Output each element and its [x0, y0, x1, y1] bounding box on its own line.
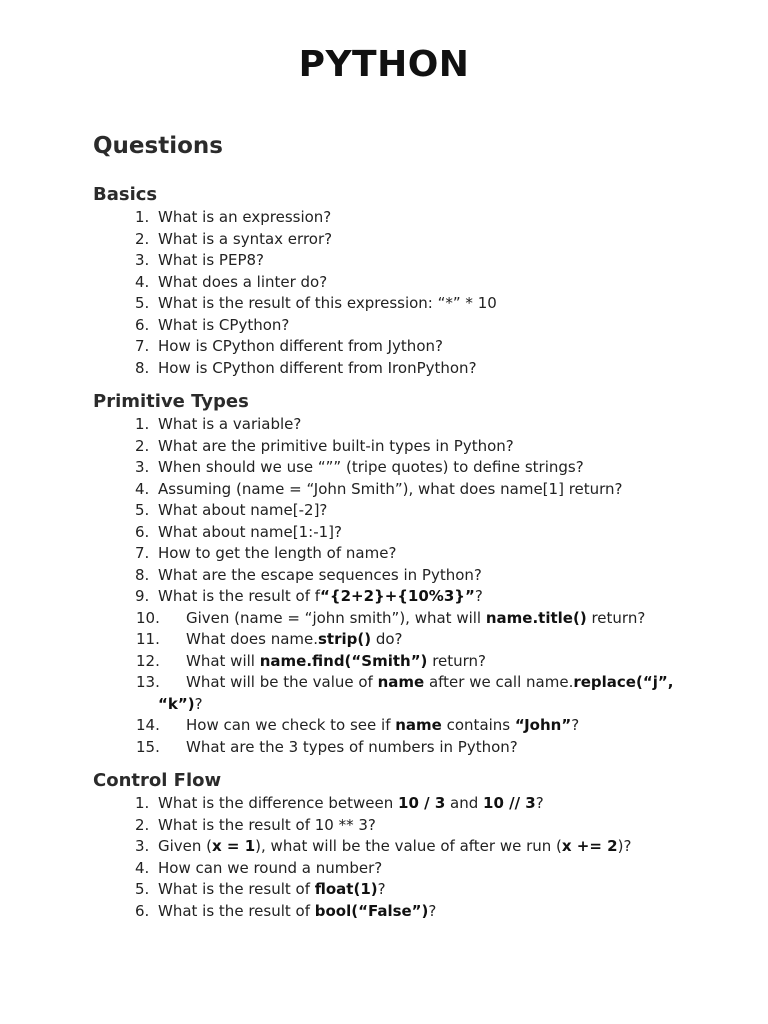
item-text: Assuming (name = “John Smith”), what does name[1] return? — [158, 479, 623, 498]
item-number: 3. — [135, 251, 150, 269]
item-text: What is CPython? — [158, 315, 290, 334]
item-number: 1. — [135, 794, 150, 812]
item-number: 7. — [135, 337, 150, 355]
item-number: 8. — [135, 358, 150, 377]
item-number: 9. — [135, 587, 150, 605]
item-text: What does name.strip() do? — [186, 630, 403, 648]
item-text: What will be the value of name after we call name.replace(“j”, — [186, 673, 674, 691]
item-text-continuation: “k”)? — [158, 694, 203, 713]
item-number: 2. — [135, 815, 150, 834]
item-number: 3. — [135, 458, 150, 476]
item-text: How can we round a number? — [158, 858, 383, 877]
item-number: 11. — [136, 630, 160, 648]
item-number: 8. — [135, 565, 150, 584]
questions-heading: Questions — [93, 133, 223, 159]
item-text: Given (name = “john smith”), what will name.title() return? — [186, 608, 646, 627]
item-text: What is the result of 10 ** 3? — [158, 815, 376, 834]
item-number: 12. — [136, 651, 160, 670]
item-text: What is PEP8? — [158, 251, 265, 269]
item-text: What about name[1:-1]? — [158, 522, 342, 541]
item-text: How is CPython different from IronPython? — [158, 358, 477, 377]
item-text: What are the escape sequences in Python? — [158, 565, 482, 584]
item-text: When should we use “”” (tripe quotes) to define strings? — [158, 458, 584, 476]
item-number: 14. — [136, 716, 160, 734]
item-number: 6. — [135, 315, 150, 334]
primitive-types-heading: Primitive Types — [93, 391, 249, 412]
item-text: What will name.find(“Smith”) return? — [186, 651, 487, 670]
item-text: How can we check to see if name contains “John”? — [186, 716, 580, 734]
item-text: What is the result of float(1)? — [158, 880, 386, 898]
item-number: 4. — [135, 272, 150, 291]
item-text: How is CPython different from Jython? — [158, 337, 443, 355]
document-title: PYTHON — [298, 44, 470, 85]
item-text: What is a syntax error? — [158, 229, 333, 248]
item-number: 2. — [135, 436, 150, 455]
item-text: What about name[-2]? — [158, 501, 328, 519]
control-flow-heading: Control Flow — [93, 770, 222, 791]
item-text: What are the 3 types of numbers in Python? — [186, 737, 518, 756]
item-number: 5. — [135, 501, 150, 519]
item-text: What does a linter do? — [158, 272, 328, 291]
item-number: 13. — [136, 673, 160, 691]
basics-heading: Basics — [93, 184, 158, 205]
item-number: 6. — [135, 901, 150, 920]
item-text: What is the difference between 10 / 3 and 10 // 3? — [158, 794, 544, 812]
item-text: Given (x = 1), what will be the value of after we run (x += 2)? — [158, 837, 632, 855]
item-text: What are the primitive built-in types in Python? — [158, 436, 514, 455]
item-number: 5. — [135, 880, 150, 898]
item-number: 1. — [135, 415, 150, 433]
item-text: What is an expression? — [158, 208, 332, 226]
item-number: 6. — [135, 522, 150, 541]
item-number: 5. — [135, 294, 150, 312]
item-number: 2. — [135, 229, 150, 248]
item-text: How to get the length of name? — [158, 544, 397, 562]
item-text: What is a variable? — [158, 415, 302, 433]
item-number: 1. — [135, 208, 150, 226]
item-number: 4. — [135, 858, 150, 877]
item-number: 3. — [135, 837, 150, 855]
item-text: What is the result of bool(“False”)? — [158, 901, 437, 920]
item-number: 4. — [135, 479, 150, 498]
item-number: 10. — [136, 608, 160, 627]
item-number: 15. — [136, 737, 160, 756]
item-number: 7. — [135, 544, 150, 562]
item-text: What is the result of this expression: “*” * 10 — [158, 294, 497, 312]
item-text: What is the result of f“{2+2}+{10%3}”? — [158, 587, 483, 605]
